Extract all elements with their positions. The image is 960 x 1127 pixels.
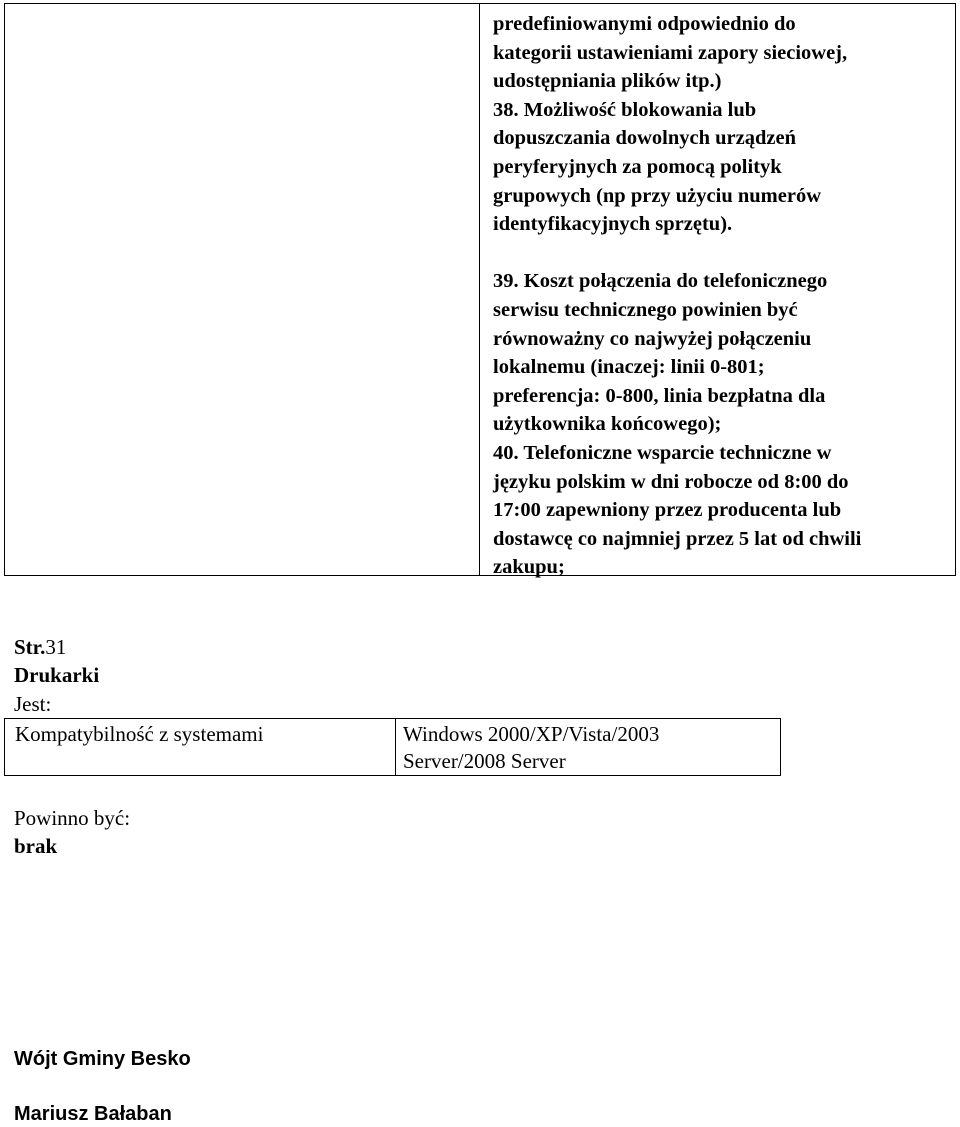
spec-text-line: kategorii ustawieniami zapory sieciowej, xyxy=(493,41,848,64)
compatibility-value-line: Server/2008 Server xyxy=(403,749,566,773)
spec-text-line: serwisu technicznego powinien być xyxy=(493,298,798,321)
spec-text-line: grupowych (np przy użyciu numerów xyxy=(493,184,822,207)
page-reference xyxy=(14,633,66,661)
spec-text-line: 17:00 zapewniony przez producenta lub xyxy=(493,499,842,522)
should-be-value: brak xyxy=(14,834,58,858)
spec-table-left-column xyxy=(5,4,480,575)
spec-text-line: dostawcę co najmniej przez 5 lat od chwili xyxy=(493,527,862,550)
spec-text-line: preferencja: 0-800, linia bezpłatna dla xyxy=(493,384,826,407)
compatibility-table xyxy=(4,718,781,776)
spec-text-line: 40. Telefoniczne wsparcie techniczne w xyxy=(493,441,832,464)
page-prefix: Str. xyxy=(14,635,46,659)
signature-name: Mariusz Bałaban xyxy=(14,1103,172,1125)
spec-text-line: predefiniowanymi odpowiednio do xyxy=(493,13,796,35)
spec-text-line: 39. Koszt połączenia do telefonicznego xyxy=(493,270,828,293)
spec-text-line: użytkownika końcowego); xyxy=(493,413,722,436)
paragraph-gap xyxy=(493,239,953,268)
signature-title: Wójt Gminy Besko xyxy=(14,1048,191,1070)
table-divider xyxy=(395,719,396,775)
spec-text-line: 38. Możliwość blokowania lub xyxy=(493,98,757,121)
spec-text-line: języku polskim w dni robocze od 8:00 do xyxy=(493,470,849,493)
spec-text-line: udostępniania plików itp.) xyxy=(493,70,722,93)
spec-continuation-table xyxy=(4,3,956,579)
spec-text-line: zakupu; xyxy=(493,556,565,579)
spec-text-line: równoważny co najwyżej połączeniu xyxy=(493,327,812,350)
spec-text-line: peryferyjnych za pomocą polityk xyxy=(493,155,782,178)
page-number: 31 xyxy=(45,635,67,659)
spec-table-right-column xyxy=(493,10,953,582)
spec-text-line: lokalnemu (inaczej: linii 0-801; xyxy=(493,356,765,379)
should-be-label: Powinno być: xyxy=(14,806,131,830)
compatibility-value-line: Windows 2000/XP/Vista/2003 xyxy=(403,722,660,746)
compatibility-label: Kompatybilność z systemami xyxy=(15,722,264,746)
is-label: Jest: xyxy=(14,692,52,716)
spec-text-line: dopuszczania dowolnych urządzeń xyxy=(493,127,796,150)
section-title: Drukarki xyxy=(14,663,100,687)
spec-text-line: identyfikacyjnych sprzętu). xyxy=(493,213,733,236)
compatibility-value xyxy=(403,721,773,775)
